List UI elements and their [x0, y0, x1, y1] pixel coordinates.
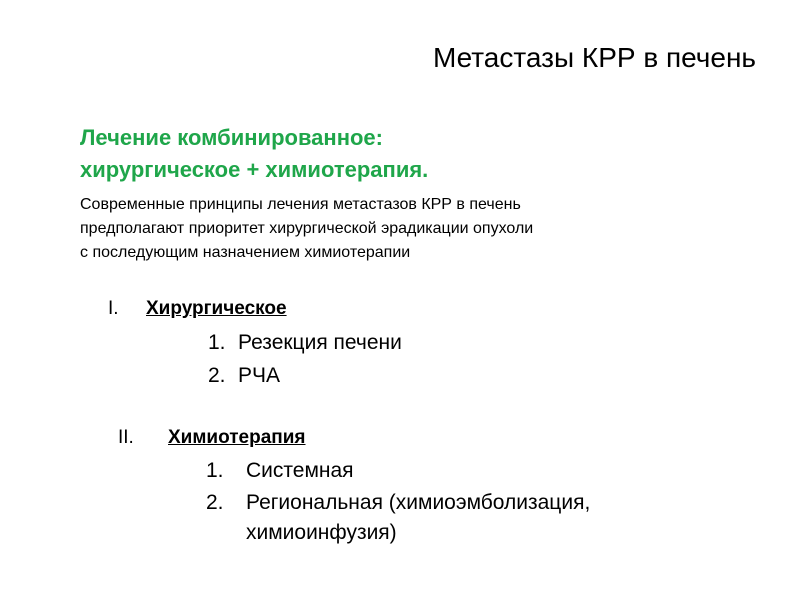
intro-paragraph [80, 193, 533, 265]
list-item-text: Региональная (химиоэмболизация, химиоинфузия) [246, 491, 591, 544]
intro-line-2: предполагают приоритет хирургической эрадикации опухоли [80, 220, 534, 237]
treatment-heading-line-2: хирургическое + химиотерапия. [80, 157, 429, 182]
list-item-text: Резекция печени [238, 331, 402, 354]
treatment-heading [80, 122, 428, 186]
list-item-number: 1. [208, 331, 226, 354]
intro-line-3: с последующим назначением химиотерапии [80, 244, 411, 261]
list-item-number: 2. [206, 491, 224, 514]
section-numeral: I. [108, 298, 119, 319]
list-item-number: 2. [208, 364, 226, 387]
section-label: Химиотерапия [168, 427, 306, 448]
list-item-text: РЧА [238, 364, 281, 387]
section-numeral: II. [118, 427, 134, 448]
intro-line-1: Современные принципы лечения метастазов КРР в печень [80, 196, 521, 213]
treatment-heading-line-1: Лечение комбинированное: [80, 125, 383, 150]
list-item-number: 1. [206, 459, 224, 482]
section-label: Хирургическое [146, 298, 287, 319]
slide-title: Метастазы КРР в печень [433, 42, 756, 73]
list-item-text: Системная [246, 459, 354, 482]
